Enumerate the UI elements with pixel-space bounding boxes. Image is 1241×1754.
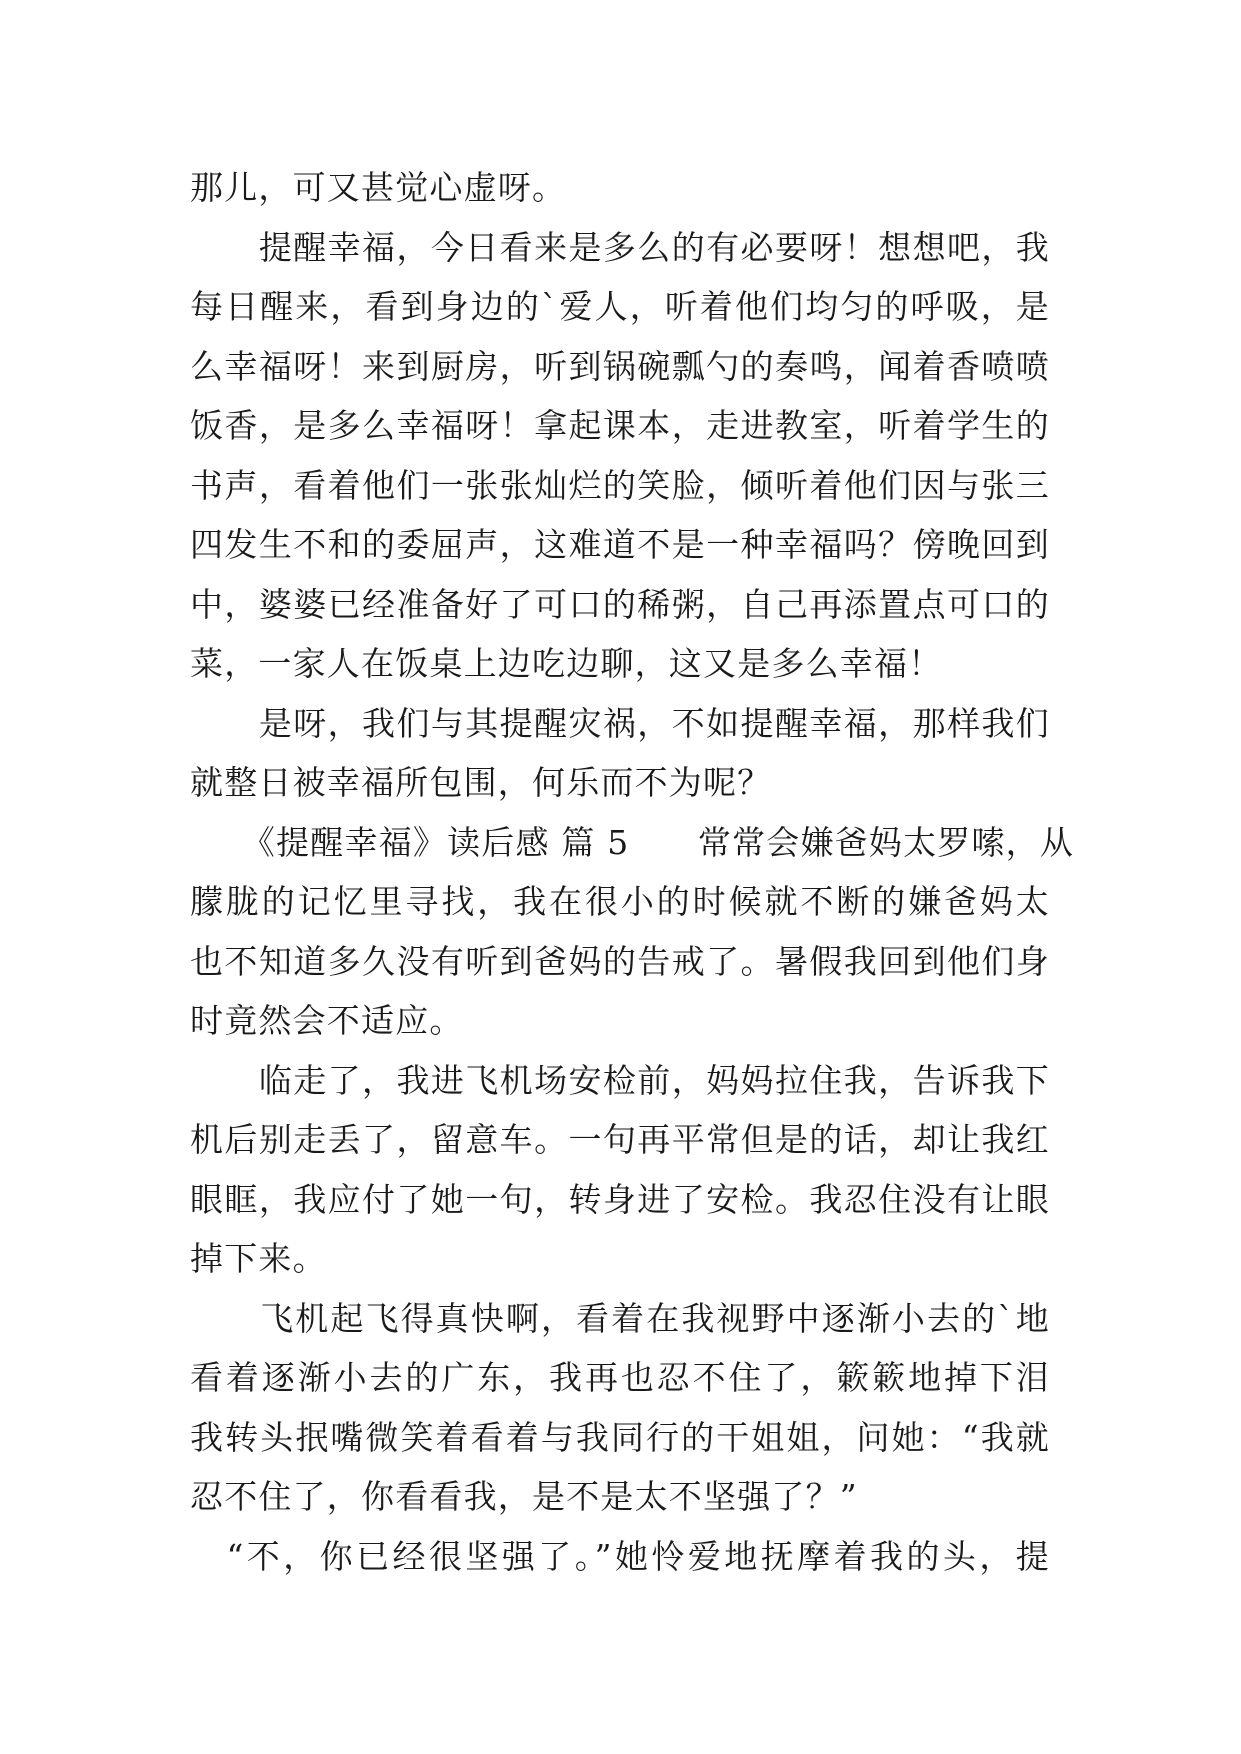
text-line: 掉下来。 (190, 1239, 327, 1278)
text-line: 我转头抿嘴微笑着看着与我同行的干姐姐，问她：“我就 (190, 1417, 1050, 1457)
text-line: 书声，看着他们一张张灿烂的笑脸，倾听着他们因与张三 (190, 465, 1050, 505)
text-line: 提醒幸福，今日看来是多么的有必要呀！想想吧，我 (258, 227, 1050, 267)
text-line: 机后别走丢了，留意车。一句再平常但是的话，却让我红 (190, 1120, 1050, 1159)
text-line: 《提醒幸福》读后感 篇 5 常常会嫌爸妈太罗嗦，从 (190, 822, 1075, 862)
text-line: 中，婆婆已经准备好了可口的稀粥，自己再添置点可口的 (190, 584, 1050, 624)
text-line: 那儿，可又甚觉心虚呀。 (190, 168, 567, 207)
text-line: 临走了，我进飞机场安检前，妈妈拉住我，告诉我下 (258, 1060, 1050, 1100)
text-line: 朦胧的记忆里寻找，我在很小的时候就不断的嫌爸妈太 (190, 882, 1050, 921)
text-line: 眼眶，我应付了她一句，转身进了安检。我忍住没有让眼 (190, 1179, 1050, 1219)
text-line: 么幸福呀！来到厨房，听到锅碗瓢勺的奏鸣，闻着香喷喷 (190, 346, 1050, 386)
text-line: 飞机起飞得真快啊，看着在我视野中逐渐小去的`地 (260, 1298, 1050, 1338)
text-line: 四发生不和的委屈声，这难道不是一种幸福吗？傍晚回到 (190, 525, 1050, 564)
text-line: 就整日被幸福所包围，何乐而不为呢？ (190, 763, 772, 802)
text-line: 饭香，是多么幸福呀！拿起课本，走进教室，听着学生的 (190, 406, 1050, 445)
text-line: 菜，一家人在饭桌上边吃边聊，这又是多么幸福！ (190, 644, 943, 683)
text-line: 看着逐渐小去的广东，我再也忍不住了，簌簌地掉下泪 (190, 1358, 1050, 1397)
text-line: 时竟然会不适应。 (190, 1001, 464, 1040)
text-line: 每日醒来，看到身边的`爱人，听着他们均匀的呼吸，是 (190, 287, 1050, 326)
text-line: 是呀，我们与其提醒灾祸，不如提醒幸福，那样我们 (258, 703, 1050, 743)
text-line: 忍不住了，你看看我，是不是太不坚强了？” (190, 1477, 858, 1516)
document-body (190, 158, 1075, 1586)
text-line: “不，你已经很坚强了。”她怜爱地抚摩着我的头，提 (190, 1536, 1050, 1576)
text-line: 也不知道多久没有听到爸妈的告戒了。暑假我回到他们身 (190, 941, 1050, 981)
